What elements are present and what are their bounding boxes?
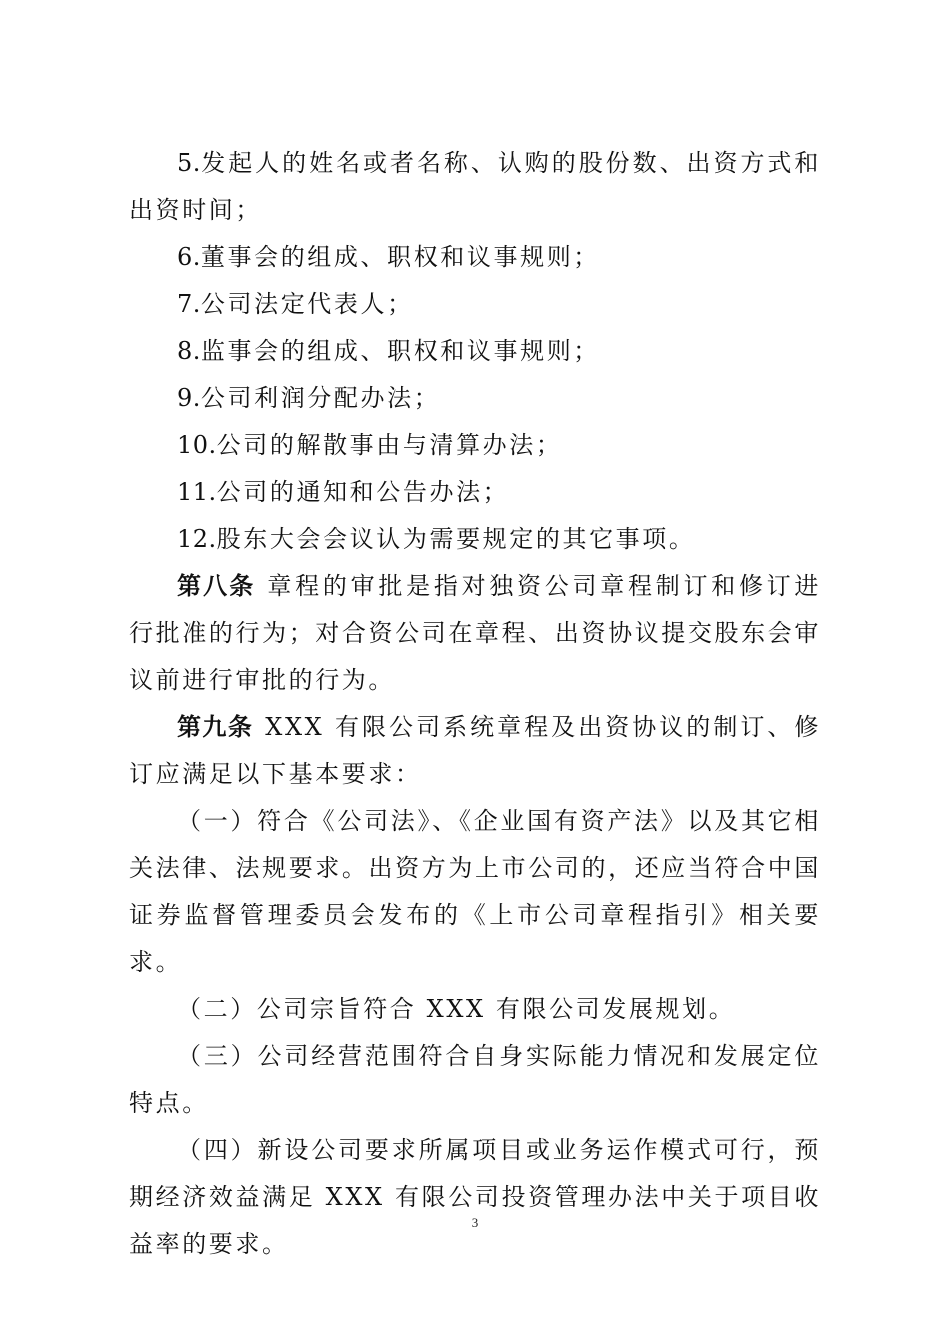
article-9-label: 第九条	[177, 713, 254, 741]
list-item	[129, 422, 821, 469]
item-text: 董事会的组成、职权和议事规则；	[200, 243, 600, 271]
item-text: 公司法定代表人；	[200, 290, 414, 318]
item-text: 公司利润分配办法；	[200, 384, 441, 412]
item-text: 公司的通知和公告办法；	[216, 478, 510, 506]
article-8-paragraph	[129, 563, 821, 704]
item-number: 10.	[177, 431, 217, 459]
page-number: 3	[471, 1215, 479, 1230]
item-text: 发起人的姓名或者名称、认购的股份数、出资方式和出资时间；	[129, 149, 821, 224]
item-number: 6.	[177, 243, 201, 271]
item-text: 公司的解散事由与清算办法；	[216, 431, 563, 459]
item-number: 11.	[177, 478, 217, 506]
item-text: 监事会的组成、职权和议事规则；	[200, 337, 600, 365]
list-item	[129, 328, 821, 375]
item-number: 7.	[177, 290, 201, 318]
article-9-text: XXX 有限公司系统章程及出资协议的制订、修订应满足以下基本要求：	[129, 713, 822, 788]
clause-paragraph: （四）新设公司要求所属项目或业务运作模式可行，预期经济效益满足 XXX 有限公司投资管理办法中关于项目收益率的要求。	[129, 1136, 821, 1258]
document-body	[129, 140, 821, 1268]
item-number: 8.	[177, 337, 201, 365]
clause-paragraph: （三）公司经营范围符合自身实际能力情况和发展定位特点。	[129, 1042, 821, 1117]
item-text: 股东大会会议认为需要规定的其它事项。	[216, 525, 696, 553]
list-item	[129, 516, 821, 563]
article-9-paragraph	[129, 704, 821, 798]
list-item	[129, 140, 821, 234]
list-item	[129, 375, 821, 422]
item-number: 12.	[177, 525, 217, 553]
item-number: 9.	[177, 384, 201, 412]
clause-paragraph: （一）符合《公司法》、《企业国有资产法》以及其它相关法律、法规要求。出资方为上市公司的，还应当符合中国证券监督管理委员会发布的《上市公司章程指引》相关要求。	[129, 807, 821, 976]
item-number: 5.	[177, 149, 201, 177]
article-8-label: 第八条	[177, 572, 256, 600]
list-item	[129, 281, 821, 328]
list-item	[129, 234, 821, 281]
list-item	[129, 469, 821, 516]
clause-paragraph: （二）公司宗旨符合 XXX 有限公司发展规划。	[177, 995, 736, 1023]
article-8-text: 章程的审批是指对独资公司章程制订和修订进行批准的行为；对合资公司在章程、出资协议提交股东会审议前进行审批的行为。	[129, 572, 822, 694]
